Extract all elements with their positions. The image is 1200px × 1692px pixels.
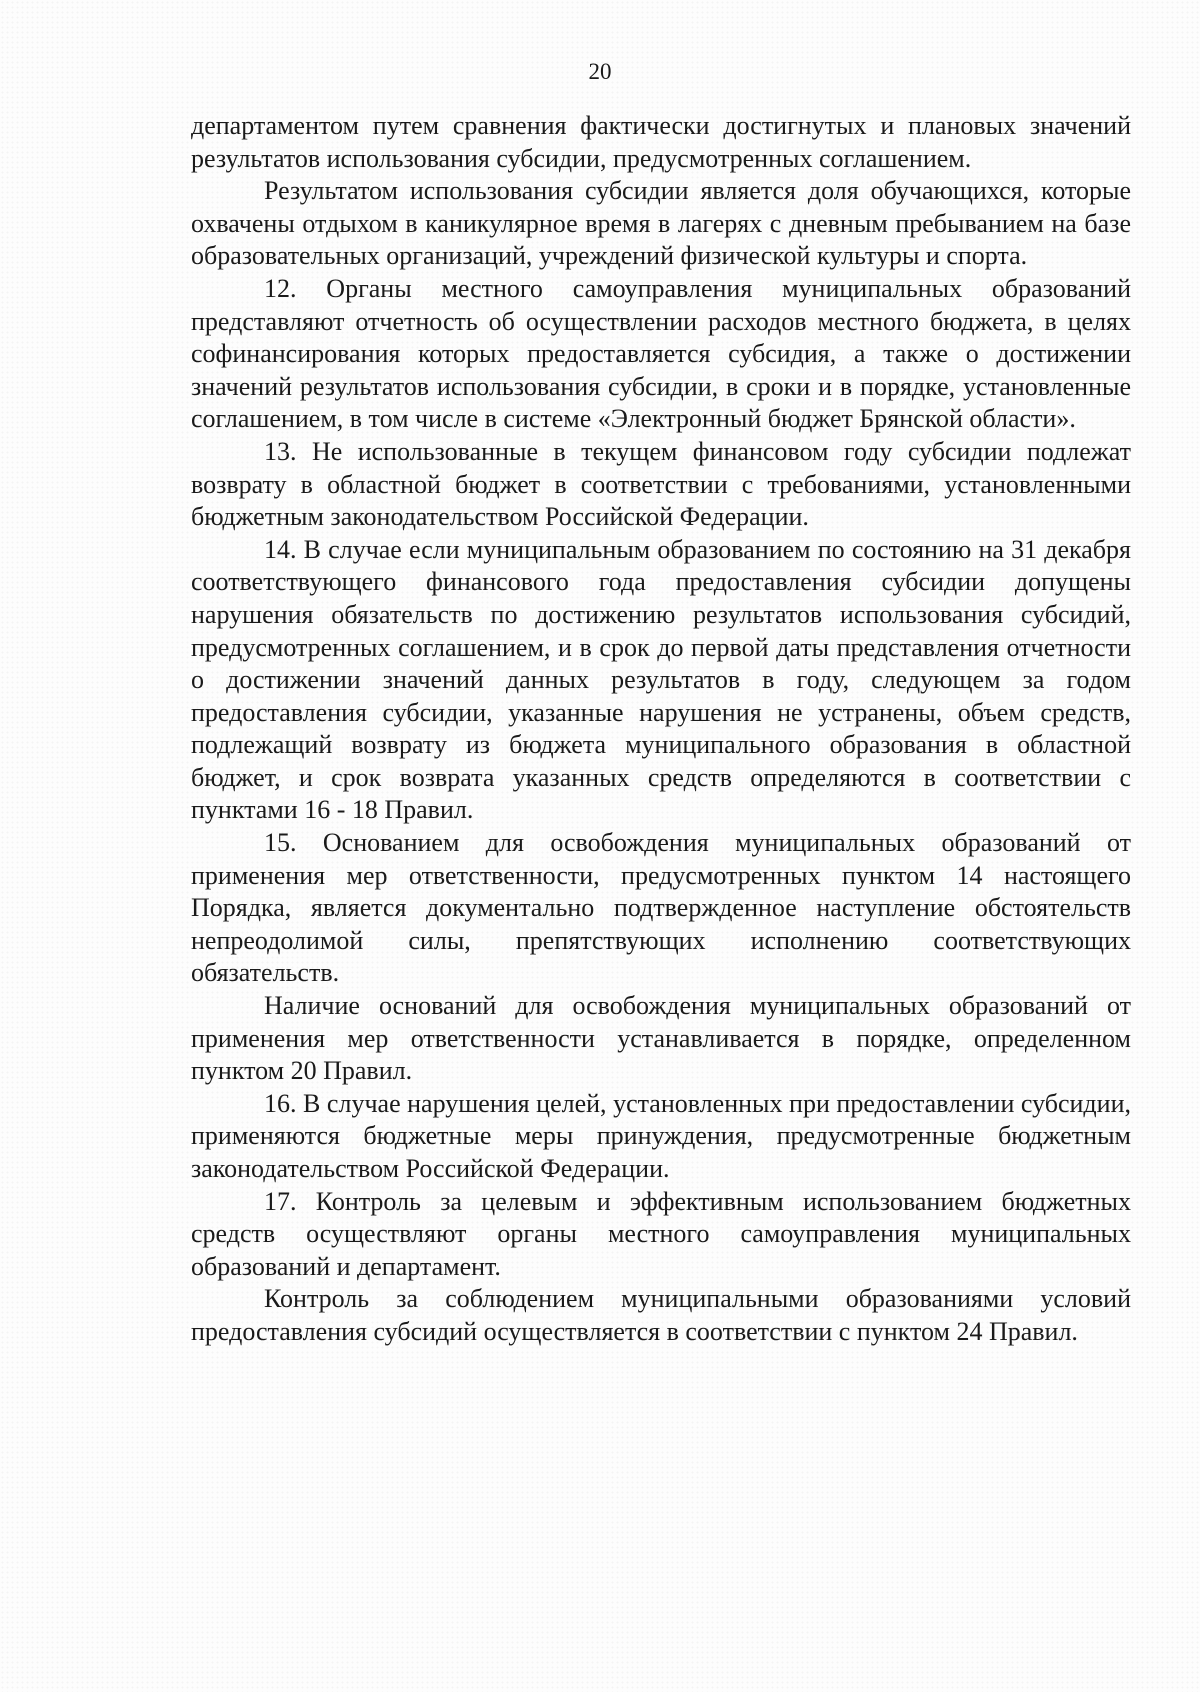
paragraph-continuation: департаментом путем сравнения фактически достигнутых и плановых значений результатов использования субсидии, предусмотренных соглашением.: [191, 111, 1131, 173]
paragraph-item-14: 14. В случае если муниципальным образованием по состоянию на 31 декабря соответствующего финансового года предоставления субсидии допущены нарушения обязательств по достижению результатов использования субсидий, предусмотренных соглашением, и в срок до первой даты представления отчетности о достижении значений данных результатов в году, следующем за годом предоставления субсидии, указанные нарушения не устранены, объем средств, подлежащий возврату из бюджета муниципального образования в областной бюджет, и срок возврата указанных средств определяются в соответствии с пунктами 16 - 18 Правил.: [191, 534, 1131, 825]
paragraph-subsidy-result: Результатом использования субсидии является доля обучающихся, которые охвачены отдыхом в каникулярное время в лагерях с дневным пребыванием на базе образовательных организаций, учреждений физической культуры и спорта.: [191, 176, 1131, 271]
paragraph-item-13: 13. Не использованные в текущем финансовом году субсидии подлежат возврату в областной бюджет в соответствии с требованиями, установленными бюджетным законодательством Российской Федерации.: [191, 436, 1131, 532]
document-body: [191, 110, 1131, 1349]
paragraph-item-15: 15. Основанием для освобождения муниципальных образований от применения мер ответственности, предусмотренных пунктом 14 настоящего Порядка, является документально подтвержденное наступление обстоятельств непреодолимой силы, препятствующих исполнению соответствующих обязательств.: [191, 828, 1131, 988]
paragraph-item-12: 12. Органы местного самоуправления муниципальных образований представляют отчетность об осуществлении расходов местного бюджета, в целях софинансирования которых предоставляется субсидия, а также о достижении значений результатов использования субсидии, в сроки и в порядке, установленные соглашением, в том числе в системе «Электронный бюджет Брянской области».: [191, 273, 1131, 434]
paragraph-item-16: 16. В случае нарушения целей, установленных при предоставлении субсидии, применяются бюджетные меры принуждения, предусмотренные бюджетным законодательством Российской Федерации.: [191, 1088, 1131, 1183]
paragraph-control-conditions: Контроль за соблюдением муниципальными образованиями условий предоставления субсидий осуществляется в соответствии с пунктом 24 Правил.: [191, 1284, 1131, 1346]
page-number: 20: [588, 59, 612, 84]
paragraph-item-17: 17. Контроль за целевым и эффективным использованием бюджетных средств осуществляют органы местного самоуправления муниципальных образований и департамент.: [191, 1186, 1131, 1281]
paragraph-exemption-grounds: Наличие оснований для освобождения муниципальных образований от применения мер ответственности устанавливается в порядке, определенном пунктом 20 Правил.: [191, 991, 1131, 1086]
